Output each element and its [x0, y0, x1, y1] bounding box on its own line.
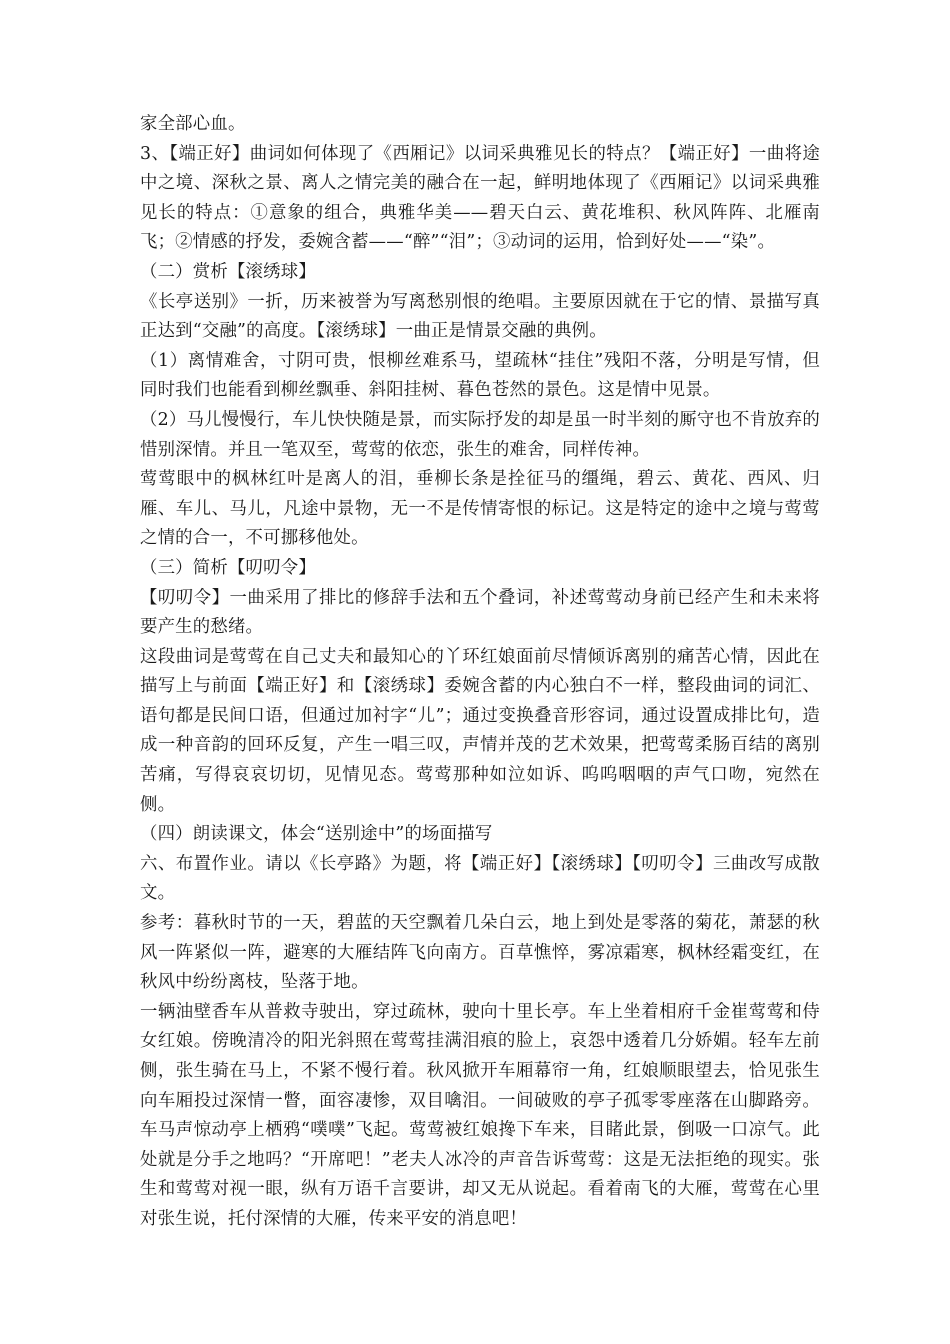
- document-body: [140, 110, 820, 1235]
- paragraph-question-3: 3、【端正好】曲词如何体现了《西厢记》以词采典雅见长的特点？【端正好】一曲将途中之境、深秋之景、离人之情完美的融合在一起，鲜明地体现了《西厢记》以词采典雅见长的特点：①意象的组合，典雅华美——碧天白云、黄花堆积、秋风阵阵、北雁南飞；②情感的抒发，委婉含蓄——“醉”“泪”；③动词的运用，恰到好处——“染”。: [140, 143, 820, 253]
- paragraph-point-1: （1）离情难舍，寸阴可贵，恨柳丝难系马，望疏林“挂住”残阳不落，分明是写情，但同时我们也能看到柳丝飘垂、斜阳挂树、暮色苍然的景色。这是情中见景。: [140, 350, 820, 401]
- paragraph-daodaoling: 【叨叨令】一曲采用了排比的修辞手法和五个叠词，补述莺莺动身前已经产生和未来将要产生的愁绪。: [140, 587, 820, 638]
- section-heading-4: （四）朗读课文，体会“送别途中”的场面描写: [140, 824, 493, 845]
- paragraph-point-2: （2）马儿慢慢行，车儿快快随是景，而实际抒发的却是虽一时半刻的厮守也不肯放弃的惜别深情。并且一笔双至，莺莺的依恋，张生的难舍，同样传神。: [140, 409, 820, 460]
- section-heading-2: （二）赏析【滚绣球】: [140, 261, 316, 282]
- paragraph-continuation: 家全部心血。: [140, 114, 246, 134]
- section-heading-3: （三）简析【叨叨令】: [140, 557, 316, 578]
- paragraph-analysis: 这段曲词是莺莺在自己丈夫和最知心的丫环红娘面前尽情倾诉离别的痛苦心情，因此在描写上与前面【端正好】和【滚绣球】委婉含蓄的内心独白不一样，整段曲词的词汇、语句都是民间口语，但通过加衬字“儿”；通过变换叠音形容词，通过设置成排比句，造成一种音韵的回环反复，产生一唱三叹，声情并茂的艺术效果，把莺莺柔肠百结的离别苦痛，写得哀哀切切，见情见态。莺莺那种如泣如诉、呜呜咽咽的声气口吻，宛然在侧。: [140, 646, 820, 815]
- paragraph-homework: 六、布置作业。请以《长亭路》为题，将【端正好】【滚绣球】【叨叨令】三曲改写成散文。: [140, 853, 820, 904]
- paragraph-reference: 参考：暮秋时节的一天，碧蓝的天空飘着几朵白云，地上到处是零落的菊花，萧瑟的秋风一阵紧似一阵，避寒的大雁结阵飞向南方。百草憔悴，雾凉霜寒，枫林经霜变红，在秋风中纷纷离枝，坠落于地。: [140, 913, 820, 993]
- paragraph-imagery: 莺莺眼中的枫林红叶是离人的泪，垂柳长条是拴征马的缰绳，碧云、黄花、西风、归雁、车儿、马儿，凡途中景物，无一不是传情寄恨的标记。这是特定的途中之境与莺莺之情的合一，不可挪移他处。: [140, 469, 820, 549]
- paragraph-intro-gunxiuqiu: 《长亭送别》一折，历来被誉为写离愁别恨的绝唱。主要原因就在于它的情、景描写真正达到“交融”的高度。【滚绣球】一曲正是情景交融的典例。: [140, 291, 820, 342]
- paragraph-narrative: 一辆油壁香车从普救寺驶出，穿过疏林，驶向十里长亭。车上坐着相府千金崔莺莺和侍女红娘。傍晚清冷的阳光斜照在莺莺挂满泪痕的脸上，哀怨中透着几分娇媚。轻车左前侧，张生骑在马上，不紧不慢行着。秋风掀开车厢幕帘一角，红娘顺眼望去，恰见张生向车厢投过深情一瞥，面容凄惨，双目噙泪。一间破败的亭子孤零零座落在山脚路旁。车马声惊动亭上栖鸦“噗噗”飞起。莺莺被红娘搀下车来，目睹此景，倒吸一口凉气。此处就是分手之地吗？“开席吧！”老夫人冰冷的声音告诉莺莺：这是无法拒绝的现实。张生和莺莺对视一眼，纵有万语千言要讲，却又无从说起。看着南飞的大雁，莺莺在心里对张生说，托付深情的大雁，传来平安的消息吧！: [140, 1001, 820, 1229]
